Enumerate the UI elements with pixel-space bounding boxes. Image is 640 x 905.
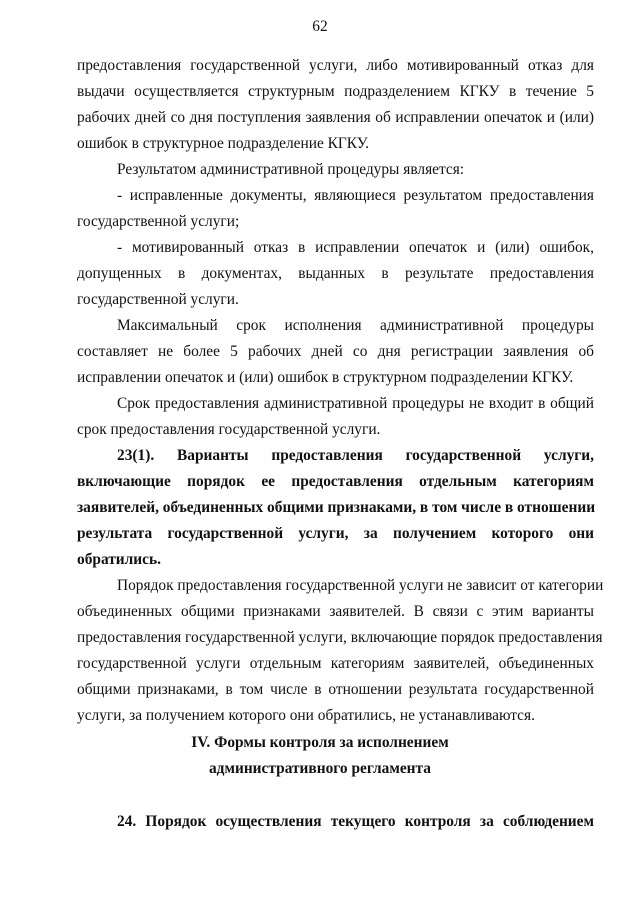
list-item-line: - мотивированный отказ в исправлении опечаток и (или) ошибок, xyxy=(117,239,594,256)
paragraph-line: срок предоставления государственной услуги. xyxy=(77,421,381,438)
paragraph-line: государственной услуги отдельным категориям заявителей, объединенных xyxy=(77,655,594,672)
chapter-heading: IV. Формы контроля за исполнением xyxy=(191,734,449,751)
paragraph-line: Срок предоставления административной процедуры не входит в общий xyxy=(117,395,594,412)
paragraph-line: Порядок предоставления государственной услуги не зависит от категории xyxy=(117,577,604,594)
paragraph-line: выдачи осуществляется структурным подразделением КГКУ в течение 5 xyxy=(77,83,594,100)
paragraph-line: услуги, за получением которого они обратились, не устанавливаются. xyxy=(77,707,535,724)
list-item-line: - исправленные документы, являющиеся результатом предоставления xyxy=(117,187,594,204)
section-heading-line: 23(1). Варианты предоставления государственной услуги, xyxy=(117,447,594,464)
paragraph-line: предоставления государственной услуги, либо мотивированный отказ для xyxy=(77,57,594,74)
chapter-heading: административного регламента xyxy=(208,760,431,777)
paragraph-line: рабочих дней со дня поступления заявления об исправлении опечаток и (или) xyxy=(77,109,594,126)
section-heading-line: заявителей, объединенных общими признаками, в том числе в отношении xyxy=(77,499,596,516)
paragraph-line: Максимальный срок исполнения административной процедуры xyxy=(117,317,594,334)
section-heading-line: 24. Порядок осуществления текущего контроля за соблюдением xyxy=(117,813,594,830)
section-heading-line: обратились. xyxy=(77,551,161,568)
paragraph-line: Результатом административной процедуры является: xyxy=(117,161,465,178)
section-heading-line: результата государственной услуги, за получением которого они xyxy=(77,525,594,542)
page-number: 62 xyxy=(312,18,328,35)
list-item-line: государственной услуги. xyxy=(77,291,239,308)
paragraph-line: составляет не более 5 рабочих дней со дня регистрации заявления об xyxy=(77,343,594,360)
paragraph-line: исправлении опечаток и (или) ошибок в структурном подразделении КГКУ. xyxy=(77,369,574,386)
list-item-line: государственной услуги; xyxy=(77,213,240,230)
list-item-line: допущенных в документах, выданных в результате предоставления xyxy=(77,265,594,282)
paragraph-line: ошибок в структурное подразделение КГКУ. xyxy=(77,135,369,152)
paragraph-line: общими признаками, в том числе в отношении результата государственной xyxy=(77,681,594,698)
paragraph-line: предоставления государственной услуги, включающие порядок предоставления xyxy=(77,629,603,646)
section-heading-line: включающие порядок ее предоставления отдельным категориям xyxy=(77,473,594,490)
paragraph-line: объединенных общими признаками заявителей. В связи с этим варианты xyxy=(77,603,594,620)
